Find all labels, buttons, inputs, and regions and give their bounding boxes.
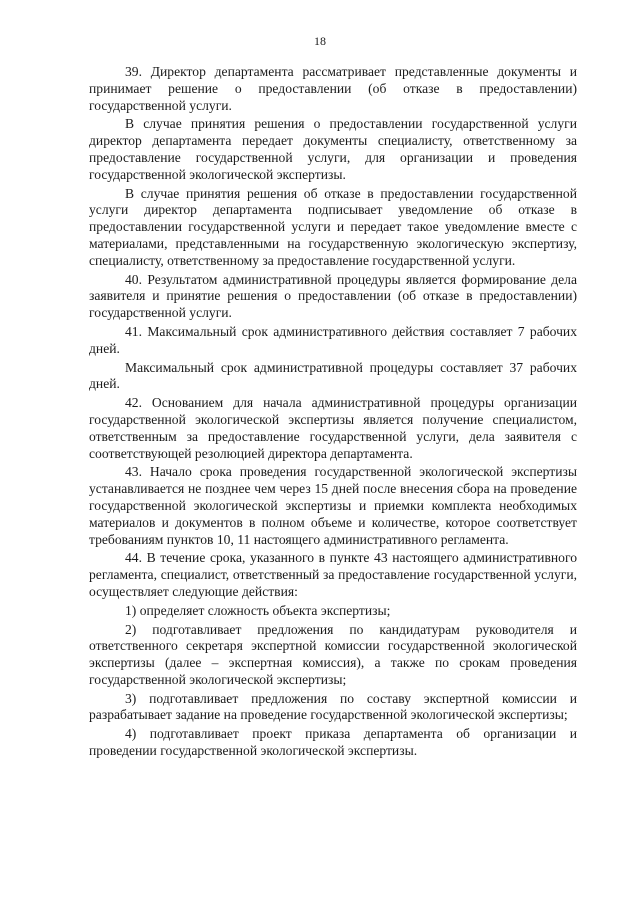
- list-item-2: 2) подготавливает предложения по кандидатурам руководителя и ответственного секретаря экспертной комиссии государственной экологической экспертизы (далее – экспертная комиссия), а также по срокам проведения государственной экологической экспертизы;: [89, 621, 577, 687]
- paragraph-44: 44. В течение срока, указанного в пункте 43 настоящего административного регламента, специалист, ответственный за предоставление государственной услуги, осуществляет следующие действия:: [89, 550, 577, 599]
- list-item-4: 4) подготавливает проект приказа департамента об организации и проведении государственной экологической экспертизы.: [89, 726, 577, 759]
- document-body: [89, 64, 577, 762]
- paragraph-39-refusal: В случае принятия решения об отказе в предоставлении государственной услуги директор департамента подписывает уведомление об отказе в предоставлении государственной услуги и передает такое уведомление вместе с материалами, представленными на государственную экологическую экспертизу, специалисту, ответственному за предоставление государственной услуги.: [89, 185, 577, 268]
- paragraph-39: 39. Директор департамента рассматривает представленные документы и принимает решение о предоставлении (об отказе в предоставлении) государственной услуги.: [89, 64, 577, 113]
- paragraph-42: 42. Основанием для начала административной процедуры организации государственной экологической экспертизы является получение специалистом, ответственным за предоставление государственной услуги, дела заявителя с соответствующей резолюцией директора департамента.: [89, 395, 577, 461]
- paragraph-41: 41. Максимальный срок административного действия составляет 7 рабочих дней.: [89, 323, 577, 356]
- list-item-1: 1) определяет сложность объекта экспертизы;: [125, 602, 391, 618]
- page-number: 18: [314, 34, 326, 48]
- paragraph-41-max-term: Максимальный срок административной процедуры составляет 37 рабочих дней.: [89, 359, 577, 392]
- list-item-3: 3) подготавливает предложения по составу экспертной комиссии и разрабатывает задание на проведение государственной экологической экспертизы;: [89, 690, 577, 723]
- paragraph-40: 40. Результатом административной процедуры является формирование дела заявителя и принятие решения о предоставлении (об отказе в предоставлении) государственной услуги.: [89, 271, 577, 321]
- paragraph-39-grant: В случае принятия решения о предоставлении государственной услуги директор департамента передает документы специалисту, ответственному за предоставление государственной услуги, для организации и проведения государственной экологической экспертизы.: [89, 116, 577, 182]
- paragraph-43: 43. Начало срока проведения государственной экологической экспертизы устанавливается не позднее чем через 15 дней после внесения сбора на проведение государственной экологической экспертизы и приемки комплекта необходимых материалов и документов в полном объеме и количестве, которое соответствует требованиям пунктов 10, 11 настоящего административного регламента.: [89, 464, 577, 547]
